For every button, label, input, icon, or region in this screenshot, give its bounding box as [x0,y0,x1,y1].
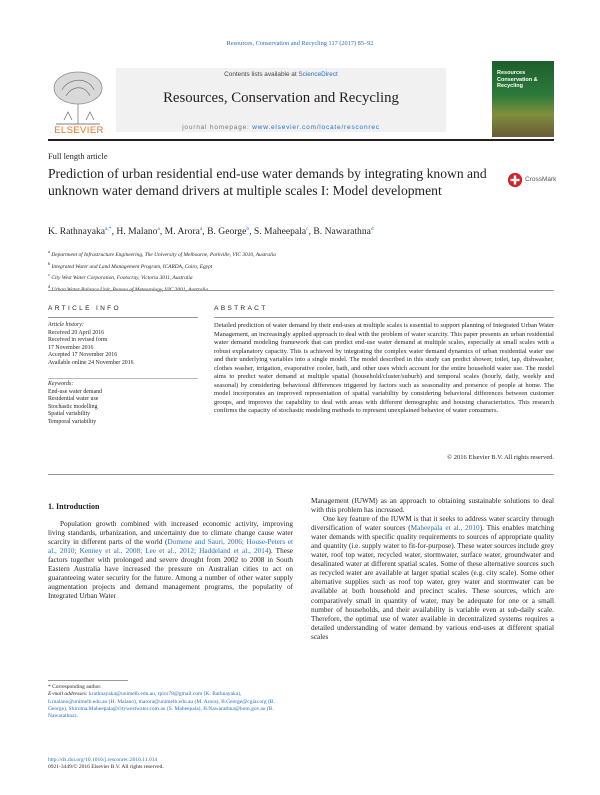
paragraph-text: Population growth combined with increased economic activity, improving living standards, urbanization, and uncertainty due to climate change cause water scarcity in different parts of the world ( [48,520,293,547]
paragraph-text: ). These factors together with prolonged and severe drought from 2002 to 2008 in South Eastern Australia have increased the pressure on Australian cities to act on guaranteeing water security for the future. Among a number of other water supply augmentation projects and demand management programs, the popularity of Integrated Urban Water [48,547,293,601]
affiliation-item [48,283,554,295]
elsevier-wordmark: ELSEVIER [54,125,104,136]
keywords [48,381,198,427]
issn-line: 0921-3449/© 2016 Elsevier B.V. All rights reserved. [48,764,164,771]
email-addresses [48,691,293,720]
author-name[interactable]: K. Rathnayaka [48,226,106,238]
author-affiliation-marker[interactable]: c [306,226,309,232]
affiliation-list [48,248,554,294]
corresponding-author-note: * Corresponding author. [48,684,102,690]
footnotes [48,684,293,720]
history-item: 17 November 2016 [48,344,94,351]
body-paragraph [48,520,293,601]
author-affiliation-marker[interactable]: a [199,226,203,232]
crossmark-icon[interactable] [508,173,522,187]
journal-homepage-line [116,124,446,131]
author-name[interactable]: S. Maheepala [253,226,307,238]
history-item: Received in revised form [48,337,108,344]
affiliation-marker: d [48,283,51,289]
history-item: Accepted 17 November 2016 [48,352,118,359]
doi-link[interactable]: http://dx.doi.org/10.1016/j.resconrec.2016.11.014 [48,757,158,763]
paragraph-text: ). This enables matching water demands with specific quality requirements to sources of appropriate quality and quantity (i.e. supply water to fit-for-purpose). These water sources include grey water, roof top water, recycled water, stormwater, surface water, groundwater and desalinated water at different spatial scales. Some of these alternative sources such as recycled water are available at larger spatial scales (e.g. city scale). Some other alternative supplies such as roof top water, grey water and stormwater can be available at both household and precinct scales. These sources, which are comparatively small in quantity of water, may be adequate for one or a small number of households, and their availability is variable even at sub-daily scale. Therefore, the optimal use of water available in decentralized systems requires a detailed understanding of water demand by various end-uses at different spatial scales [311,524,555,641]
author-name[interactable]: M. Arora [164,226,200,238]
contents-prefix: Contents lists available at [224,71,299,78]
abstract-copyright: © 2016 Elsevier B.V. All rights reserved. [447,454,554,461]
affiliations-divider [48,290,554,291]
sciencedirect-link[interactable]: ScienceDirect [298,71,338,78]
abstract-text: Detailed prediction of water demand by their end-uses at multiple scales is essential to support planning of Integrated Urban Water Management, an increasingly applied approach to deal with the problem of water scarcity. This paper presents an urban residential water demand modeling framework that can predict end-use water demand at multiple scales, especially at small scales with a robust explanatory capacity. This is achieved by integrating the complex water demand dynamics of urban residential water use and their underlying variables into a single model. The model described in this study can predict shower, toilet, tap, dishwasher, clothes washer, irrigation, evaporative cooler, bath, and other uses which account for the entire household water use. The model aims to predict water demand at multiple spatial (household/cluster/suburb) and temporal scales (hourly, daily, weekly and seasonal) by considering behavioral differences triggered by factors such as seasonality and presence of people at home. The model incorporates an improved representation of spatial variability by considering behavioral differences between customer groups, and improves the capability to deal with areas with different demographic and housing characteristics. This research confirms the capacity of stochastic modeling methods to represent unexplained behavior of water consumers. [214,322,554,415]
history-item: Available online 24 November 2016 [48,359,134,366]
doi-block [48,757,293,772]
keyword-item: Stochastic modelling [48,403,98,410]
body-paragraph: Management (IUWM) as an approach to obtaining sustainable solutions to deal with this problem has increased. [311,497,554,515]
abstract-heading: ABSTRACT [214,305,268,312]
citation-link[interactable]: Domene and Sauri, 2006; House-Peters et al., 2010; Kenney et al., 2008; Lee et al., 2012; Haddeland et al., 2014 [48,538,293,556]
article-info-divider [48,317,198,318]
author-name[interactable]: B. Nawarathna [313,226,371,238]
journal-cover-title: Resources Conservation & Recycling [497,70,538,89]
article-history [48,322,198,368]
citation-link[interactable]: Maheepala et al., 2010 [410,524,480,533]
history-label: Article history: [48,322,84,328]
keyword-item: Spatial variability [48,411,91,418]
article-info-heading: ARTICLE INFO [48,305,121,312]
journal-title: Resources, Conservation and Recycling [163,90,399,106]
keywords-divider [48,378,198,379]
author-affiliation-marker[interactable]: a [157,226,160,232]
body-paragraph [311,515,554,642]
footnote-divider [48,680,128,681]
history-item: Received 20 April 2016 [48,329,105,336]
section-heading-introduction: 1. Introduction [48,502,100,511]
paragraph-text: One key feature of the IUWM is that it seeks to address water scarcity through diversification of water sources ( [311,515,554,533]
author-list: K. Rathnayaka$^{a,*}$, H. Malano$^a$, M. Arora$^a$, B. George$^b$, S. Maheepala$^c$, B. Nawarathna$^d$ [48,226,374,238]
keyword-item: Temporal variability [48,418,97,425]
affiliation-marker: c [48,272,50,278]
affiliation-item [48,271,554,283]
homepage-prefix: journal homepage: [182,124,253,131]
contents-available-line [116,71,446,78]
journal-citation[interactable]: Resources, Conservation and Recycling 117 (2017) 85–92 [226,40,374,47]
header-divider [48,139,554,141]
keyword-item: End-use water demand [48,388,102,395]
affiliation-text: Integrated Water and Land Management Program, ICARDA, Cairo, Egypt [51,263,213,270]
affiliation-marker: b [48,260,51,266]
author-name[interactable]: H. Malano [116,226,158,238]
abstract-divider [214,317,554,318]
article-type: Full length article [48,152,108,161]
author-name[interactable]: B. George [207,226,247,238]
affiliation-marker: a [48,249,50,254]
email-links[interactable]: krathnayaka@unimelb.edu.au, rpics78@gmail.com (K. Rathnayaka), h.malano@unimelb.edu.au (H. Malano), marora@unimelb.edu.au (M. Arora), B.George@cgiar.org (B. George), Shiroma.Maheepala@citywestwater.com.au (S. Maheepala), B.Nawarathna@bom.gov.au (B. Nawarathna). [48,691,275,720]
homepage-link[interactable]: www.elsevier.com/locate/resconrec [252,124,380,131]
author-affiliation-marker[interactable]: d [370,226,374,232]
body-divider [48,474,554,475]
body-column-left [48,520,293,601]
affiliation-text: Department of Infrastructure Engineering, The University of Melbourne, Parkville, VIC 3010, Australia [51,251,276,258]
keywords-label: Keywords: [48,381,74,387]
affiliation-text: City West Water Corporation, Footscray, Victoria 3011, Australia [51,274,193,281]
emails-label: E-mail addresses: [48,691,88,698]
author-affiliation-marker[interactable]: a,* [105,226,112,232]
body-column-right [311,497,554,642]
crossmark-label[interactable]: CrossMark [525,176,557,183]
affiliation-item [48,260,554,272]
keyword-item: Residential water use [48,396,99,403]
author-affiliation-marker[interactable]: b [246,226,250,232]
affiliation-item [48,248,554,260]
article-title: Prediction of urban residential end-use water demands by integrating known and unknown water demand drivers at multiple scales I: Model development [48,166,487,198]
